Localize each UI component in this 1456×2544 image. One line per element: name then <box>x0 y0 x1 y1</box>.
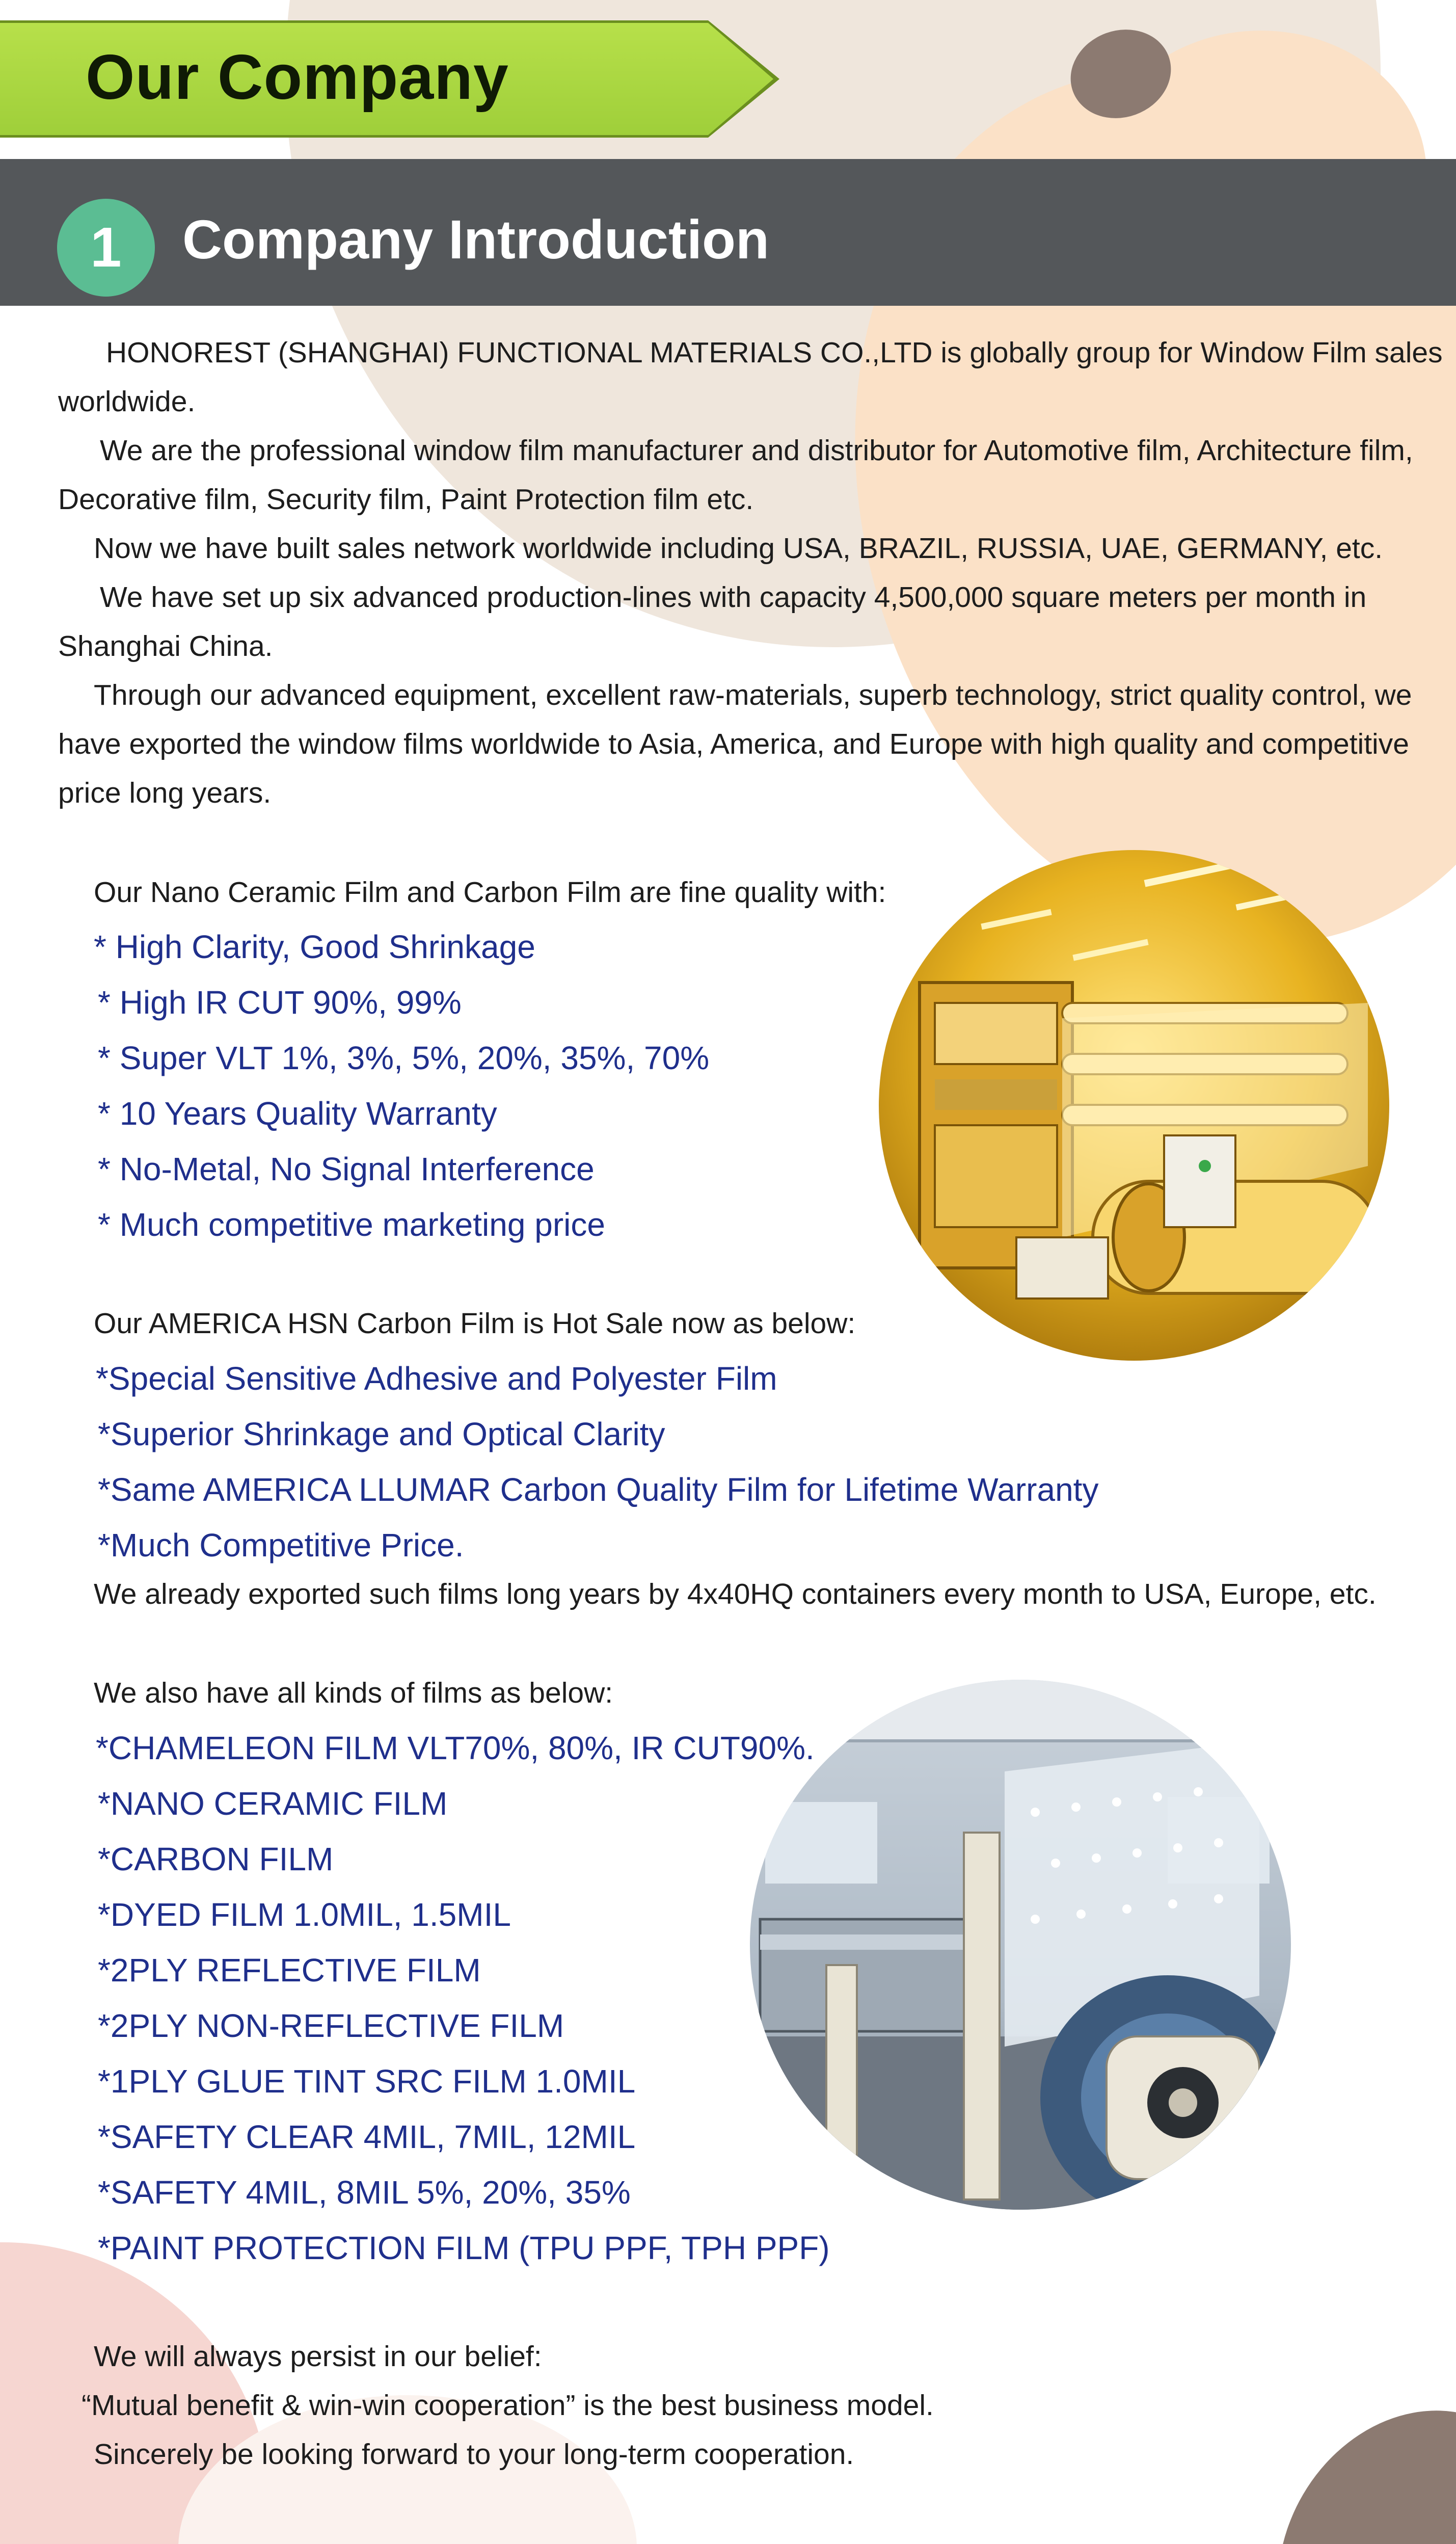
factory-hall-photo <box>750 1680 1291 2210</box>
film-item: *NANO CERAMIC FILM <box>98 1785 448 1822</box>
film-item: *SAFETY CLEAR 4MIL, 7MIL, 12MIL <box>98 2118 636 2155</box>
intro-line: We are the professional window film manufacturer and distributor for Automotive film, Architecture film, <box>100 434 1413 467</box>
section-title: Company Introduction <box>182 208 769 270</box>
film-item: *DYED FILM 1.0MIL, 1.5MIL <box>98 1896 511 1933</box>
film-item: *CARBON FILM <box>98 1841 334 1877</box>
factory-hall-illustration <box>750 1680 1291 2210</box>
section-number-badge: 1 <box>57 199 155 297</box>
nano-feature-item: * No-Metal, No Signal Interference <box>98 1151 595 1187</box>
intro-line: Shanghai China. <box>58 630 273 662</box>
hsn-heading: Our AMERICA HSN Carbon Film is Hot Sale now as below: <box>94 1307 856 1340</box>
page-title: Our Company <box>86 42 509 113</box>
intro-line: Through our advanced equipment, excellent raw-materials, superb technology, strict quality control, we <box>94 679 1412 711</box>
intro-line: HONOREST (SHANGHAI) FUNCTIONAL MATERIALS CO.,LTD is globally group for Window Film sales <box>106 336 1443 369</box>
film-item: *2PLY REFLECTIVE FILM <box>98 1952 481 1989</box>
closing-line: “Mutual benefit & win-win cooperation” is the best business model. <box>82 2389 934 2422</box>
intro-line: We have set up six advanced production-lines with capacity 4,500,000 square meters per month in <box>100 581 1367 614</box>
hsn-feature-item: *Superior Shrinkage and Optical Clarity <box>98 1416 665 1452</box>
nano-feature-item: * Super VLT 1%, 3%, 5%, 20%, 35%, 70% <box>98 1040 710 1076</box>
hsn-export-note: We already exported such films long years by 4x40HQ containers every month to USA, Europe, etc. <box>94 1578 1377 1610</box>
closing-line: Sincerely be looking forward to your long-term cooperation. <box>94 2438 854 2471</box>
hsn-feature-item: *Special Sensitive Adhesive and Polyester Film <box>96 1360 777 1397</box>
nano-feature-item: * Much competitive marketing price <box>98 1206 605 1243</box>
nano-feature-item: * 10 Years Quality Warranty <box>98 1095 497 1132</box>
film-item: *1PLY GLUE TINT SRC FILM 1.0MIL <box>98 2063 636 2100</box>
nano-feature-item: * High Clarity, Good Shrinkage <box>94 929 535 965</box>
background-blob-brown-bottom <box>1225 2362 1456 2544</box>
production-line-photo <box>879 850 1389 1361</box>
intro-line: Decorative film, Security film, Paint Protection film etc. <box>58 483 754 516</box>
intro-line: have exported the window films worldwide to Asia, America, and Europe with high quality and competitive <box>58 728 1409 760</box>
film-item: *CHAMELEON FILM VLT70%, 80%, IR CUT90%. <box>96 1730 815 1766</box>
film-item: *SAFETY 4MIL, 8MIL 5%, 20%, 35% <box>98 2174 631 2211</box>
film-item: *PAINT PROTECTION FILM (TPU PPF, TPH PPF) <box>98 2230 830 2266</box>
hsn-feature-item: *Much Competitive Price. <box>98 1527 464 1564</box>
closing-line: We will always persist in our belief: <box>94 2340 542 2373</box>
hsn-feature-item: *Same AMERICA LLUMAR Carbon Quality Film for Lifetime Warranty <box>98 1471 1099 1508</box>
intro-line: Now we have built sales network worldwide including USA, BRAZIL, RUSSIA, UAE, GERMANY, etc. <box>94 532 1383 565</box>
nano-heading: Our Nano Ceramic Film and Carbon Film are fine quality with: <box>94 876 886 909</box>
production-line-illustration <box>879 850 1389 1361</box>
intro-line: worldwide. <box>58 385 196 418</box>
film-item: *2PLY NON-REFLECTIVE FILM <box>98 2007 564 2044</box>
intro-line: price long years. <box>58 777 272 809</box>
nano-feature-item: * High IR CUT 90%, 99% <box>98 984 462 1021</box>
films-heading: We also have all kinds of films as below: <box>94 1677 613 1709</box>
